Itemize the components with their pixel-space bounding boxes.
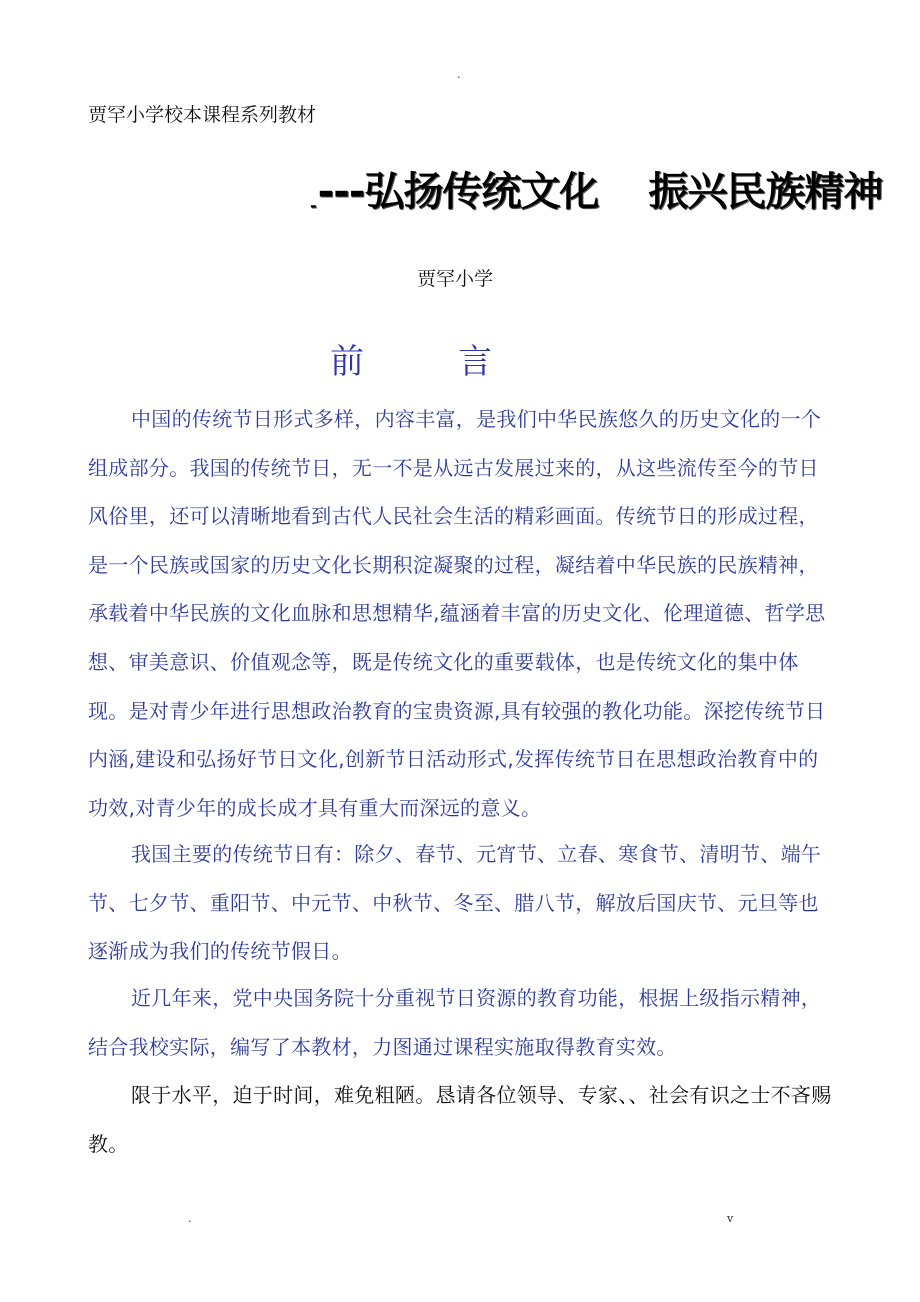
page-top-mark: . <box>457 68 461 81</box>
preface-heading-char-2: 言 <box>458 342 492 382</box>
author-school: 贾罕小学 <box>416 268 493 290</box>
footer-right-mark: v <box>727 1212 734 1225</box>
preface-heading-char-1: 前 <box>330 342 364 382</box>
footer-left-mark: . <box>188 1212 192 1225</box>
document-title <box>310 164 882 234</box>
preface-paragraph-4: 限于水平，迫于时间，难免粗陋。恳请各位领导、专家、、社会有识之士不吝赐教。 <box>88 1083 832 1156</box>
preface-heading <box>330 334 492 383</box>
preface-paragraph-3: 近几年来，党中央国务院十分重视节日资源的教育功能，根据上级指示精神，结合我校实际，编写了本教材，力图通过课程实施取得教育实效。 <box>88 986 822 1059</box>
series-title: 贾罕小学校本课程系列教材 <box>88 104 317 126</box>
preface-paragraph-2: 我国主要的传统节日有：除夕、春节、元宵节、立春、寒食节、清明节、端午节、七夕节、重阳节、中元节、中秋节、冬至、腊八节，解放后国庆节、元旦等也逐渐成为我们的传统节假日。 <box>88 842 822 964</box>
preface-paragraph-1: 中国的传统节日形式多样，内容丰富，是我们中华民族悠久的历史文化的一个组成部分。我国的传统节日，无一不是从远古发展过来的，从这些流传至今的节日风俗里，还可以清晰地看到古代人民社会生活的精彩画面。传统节日的形成过程，是一个民族或国家的历史文化长期积淀凝聚的过程，凝结着中华民族的民族精神，承载着中华民族的文化血脉和思想精华,蕴涵着丰富的历史文化、伦理道德、哲学思想、审美意识、价值观念等，既是传统文化的重要载体，也是传统文化的集中体现。是对青少年进行思想政治教育的宝贵资源,具有较强的教化功能。深挖传统节日内涵,建设和弘扬好节日文化,创新节日活动形式,发挥传统节日在思想政治教育中的功效,对青少年的成长成才具有重大而深远的意义。 <box>88 407 826 820</box>
title-part-1: ---弘扬传统文化 <box>317 169 599 215</box>
title-part-2: 振兴民族精神 <box>648 169 883 215</box>
title-small-dash: - <box>310 196 316 215</box>
